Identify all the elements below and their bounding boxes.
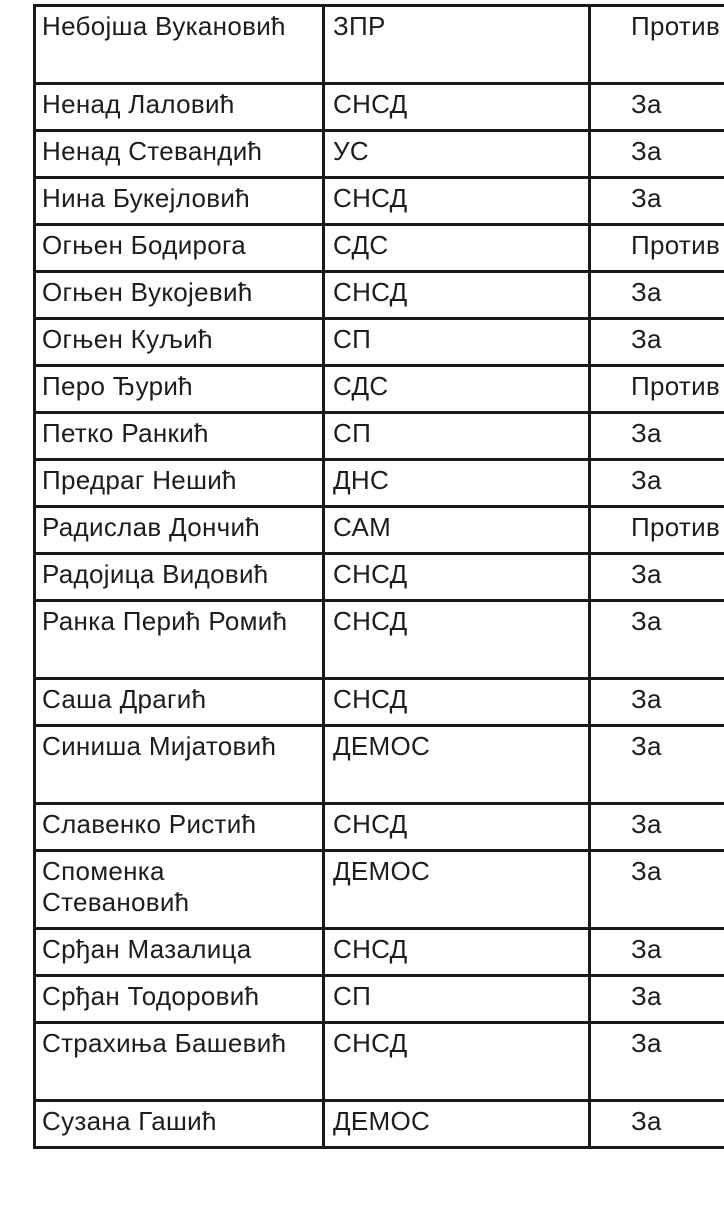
party-name: СНСД xyxy=(324,1023,590,1101)
vote-value: За xyxy=(590,601,724,679)
vote-value: Против xyxy=(590,225,724,272)
table-row xyxy=(35,413,724,460)
table-row xyxy=(35,1023,724,1101)
vote-value: За xyxy=(590,851,724,929)
party-name: СДС xyxy=(324,366,590,413)
party-name: ДЕМОС xyxy=(324,851,590,929)
vote-table xyxy=(33,4,724,1149)
member-name: Нина Букејловић xyxy=(35,178,324,225)
vote-table-body xyxy=(35,6,724,1148)
table-row xyxy=(35,460,724,507)
member-name: Предраг Нешић xyxy=(35,460,324,507)
member-name: Споменка Стевановић xyxy=(35,851,324,929)
party-name: СНСД xyxy=(324,554,590,601)
party-name: САМ xyxy=(324,507,590,554)
vote-value: За xyxy=(590,554,724,601)
vote-value: За xyxy=(590,460,724,507)
table-row xyxy=(35,507,724,554)
member-name: Срђан Тодоровић xyxy=(35,976,324,1023)
party-name: СНСД xyxy=(324,804,590,851)
vote-value: За xyxy=(590,726,724,804)
member-name: Перо Ђурић xyxy=(35,366,324,413)
table-row xyxy=(35,929,724,976)
table-row xyxy=(35,131,724,178)
table-row xyxy=(35,554,724,601)
party-name: ДНС xyxy=(324,460,590,507)
table-row xyxy=(35,976,724,1023)
vote-value: За xyxy=(590,131,724,178)
member-name: Саша Драгић xyxy=(35,679,324,726)
member-name: Славенко Ристић xyxy=(35,804,324,851)
vote-value: За xyxy=(590,804,724,851)
table-row xyxy=(35,1101,724,1148)
member-name: Петко Ранкић xyxy=(35,413,324,460)
table-row xyxy=(35,225,724,272)
vote-value: За xyxy=(590,178,724,225)
party-name: СП xyxy=(324,976,590,1023)
party-name: СП xyxy=(324,413,590,460)
vote-value: За xyxy=(590,679,724,726)
vote-value: Против xyxy=(590,366,724,413)
table-row xyxy=(35,6,724,84)
table-row xyxy=(35,272,724,319)
party-name: ДЕМОС xyxy=(324,1101,590,1148)
vote-list-document xyxy=(33,0,724,1210)
member-name: Синиша Мијатовић xyxy=(35,726,324,804)
vote-value: За xyxy=(590,1023,724,1101)
table-row xyxy=(35,178,724,225)
table-row xyxy=(35,84,724,131)
member-name: Радислав Дончић xyxy=(35,507,324,554)
vote-value: За xyxy=(590,413,724,460)
member-name: Огњен Бодирога xyxy=(35,225,324,272)
member-name: Страхиња Башевић xyxy=(35,1023,324,1101)
table-row xyxy=(35,366,724,413)
vote-value: За xyxy=(590,84,724,131)
table-row xyxy=(35,804,724,851)
table-row xyxy=(35,851,724,929)
party-name: СНСД xyxy=(324,178,590,225)
vote-value: За xyxy=(590,319,724,366)
vote-value: За xyxy=(590,929,724,976)
table-row xyxy=(35,679,724,726)
member-name: Ненад Лаловић xyxy=(35,84,324,131)
party-name: ЗПР xyxy=(324,6,590,84)
party-name: ДЕМОС xyxy=(324,726,590,804)
party-name: СНСД xyxy=(324,272,590,319)
vote-value: За xyxy=(590,1101,724,1148)
party-name: СНСД xyxy=(324,929,590,976)
table-row xyxy=(35,319,724,366)
member-name: Срђан Мазалица xyxy=(35,929,324,976)
member-name: Сузана Гашић xyxy=(35,1101,324,1148)
table-row xyxy=(35,601,724,679)
member-name: Ранка Перић Ромић xyxy=(35,601,324,679)
party-name: УС xyxy=(324,131,590,178)
member-name: Огњен Вукојевић xyxy=(35,272,324,319)
table-row xyxy=(35,726,724,804)
vote-value: За xyxy=(590,272,724,319)
vote-value: Против xyxy=(590,507,724,554)
vote-value: За xyxy=(590,976,724,1023)
party-name: СНСД xyxy=(324,601,590,679)
party-name: СДС xyxy=(324,225,590,272)
member-name: Небојша Вукановић xyxy=(35,6,324,84)
party-name: СП xyxy=(324,319,590,366)
member-name: Радојица Видовић xyxy=(35,554,324,601)
vote-value: Против xyxy=(590,6,724,84)
party-name: СНСД xyxy=(324,84,590,131)
member-name: Ненад Стевандић xyxy=(35,131,324,178)
member-name: Огњен Куљић xyxy=(35,319,324,366)
party-name: СНСД xyxy=(324,679,590,726)
